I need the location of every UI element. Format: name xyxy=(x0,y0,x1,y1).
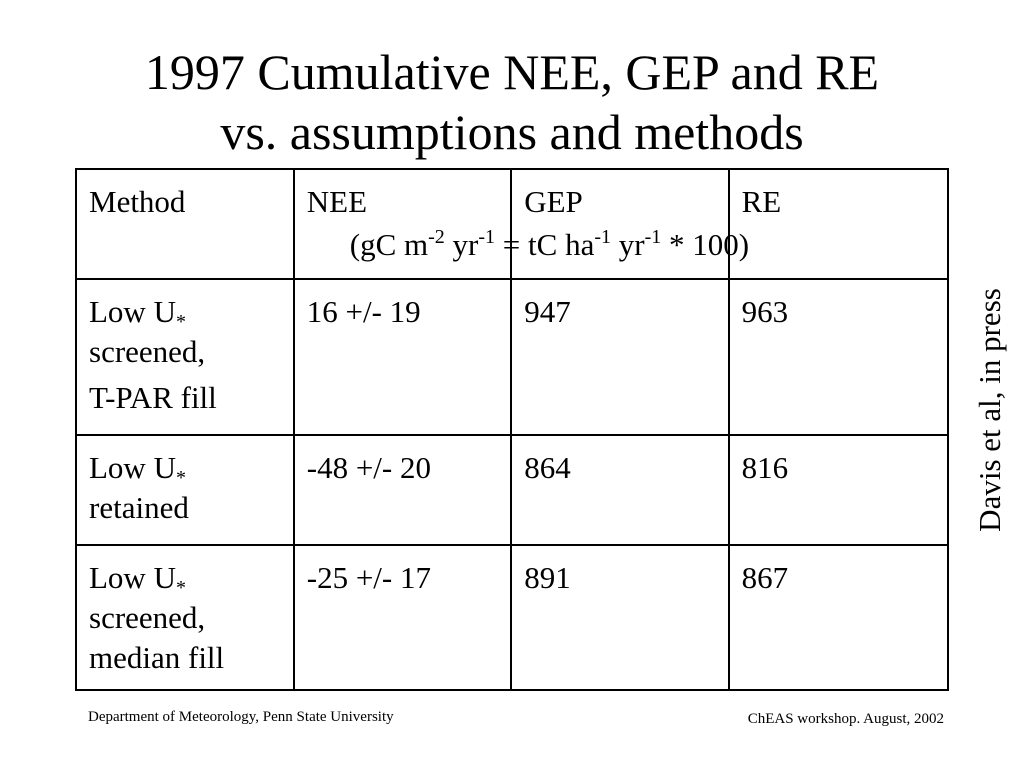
header-re xyxy=(729,169,948,279)
gep-cell: 864 xyxy=(511,435,728,545)
gep-cell: 947 xyxy=(511,279,728,435)
method-subscript: * xyxy=(175,577,186,599)
table-row xyxy=(76,279,948,435)
nee-cell: -48 +/- 20 xyxy=(294,435,511,545)
method-subscript: * xyxy=(175,311,186,333)
method-line-2: screened, xyxy=(89,334,206,369)
units-part-1: (gC m xyxy=(349,227,429,262)
header-method-label: Method xyxy=(89,184,186,219)
method-prefix: Low U xyxy=(89,294,176,329)
method-prefix: Low U xyxy=(89,450,176,485)
units-part-2: yr xyxy=(444,227,479,262)
method-line-2: retained xyxy=(89,490,189,525)
units-label xyxy=(350,225,749,265)
method-line-3: median fill xyxy=(89,640,225,675)
method-line-3: T-PAR fill xyxy=(89,380,217,415)
footer-workshop: ChEAS workshop. August, 2002 xyxy=(747,711,944,727)
method-line-1 xyxy=(89,558,283,598)
method-cell xyxy=(76,435,294,545)
slide-title-line-2: vs. assumptions and methods xyxy=(220,104,804,160)
units-part-3: = tC ha xyxy=(495,227,595,262)
units-exp-1: -2 xyxy=(428,226,445,248)
method-cell xyxy=(76,545,294,690)
slide-title-line-1: 1997 Cumulative NEE, GEP and RE xyxy=(144,44,880,100)
units-part-4: yr xyxy=(611,227,645,262)
units-exp-2: -1 xyxy=(478,226,496,248)
nee-cell: -25 +/- 17 xyxy=(294,545,511,690)
method-line-2: screened, xyxy=(89,600,206,635)
slide-title xyxy=(0,42,1024,162)
units-exp-4: -1 xyxy=(644,226,662,248)
method-prefix: Low U xyxy=(89,560,176,595)
header-nee-label: NEE xyxy=(306,184,368,219)
method-line-1 xyxy=(89,292,283,332)
method-line-1 xyxy=(89,448,283,488)
re-cell: 963 xyxy=(729,279,948,435)
re-cell: 816 xyxy=(729,435,948,545)
nee-cell: 16 +/- 19 xyxy=(294,279,511,435)
citation-note: Davis et al, in press xyxy=(972,288,1007,532)
method-cell xyxy=(76,279,294,435)
footer-department: Department of Meteorology, Penn State University xyxy=(88,709,394,725)
table-row xyxy=(76,435,948,545)
method-subscript: * xyxy=(175,467,186,489)
results-table xyxy=(75,168,949,691)
re-cell: 867 xyxy=(729,545,948,690)
header-gep-label: GEP xyxy=(524,184,583,219)
header-re-label: RE xyxy=(741,184,782,219)
units-part-5: * 100) xyxy=(661,227,750,262)
table-header-row xyxy=(76,169,948,279)
table-row xyxy=(76,545,948,690)
units-exp-3: -1 xyxy=(594,226,612,248)
header-method xyxy=(76,169,294,279)
gep-cell: 891 xyxy=(511,545,728,690)
